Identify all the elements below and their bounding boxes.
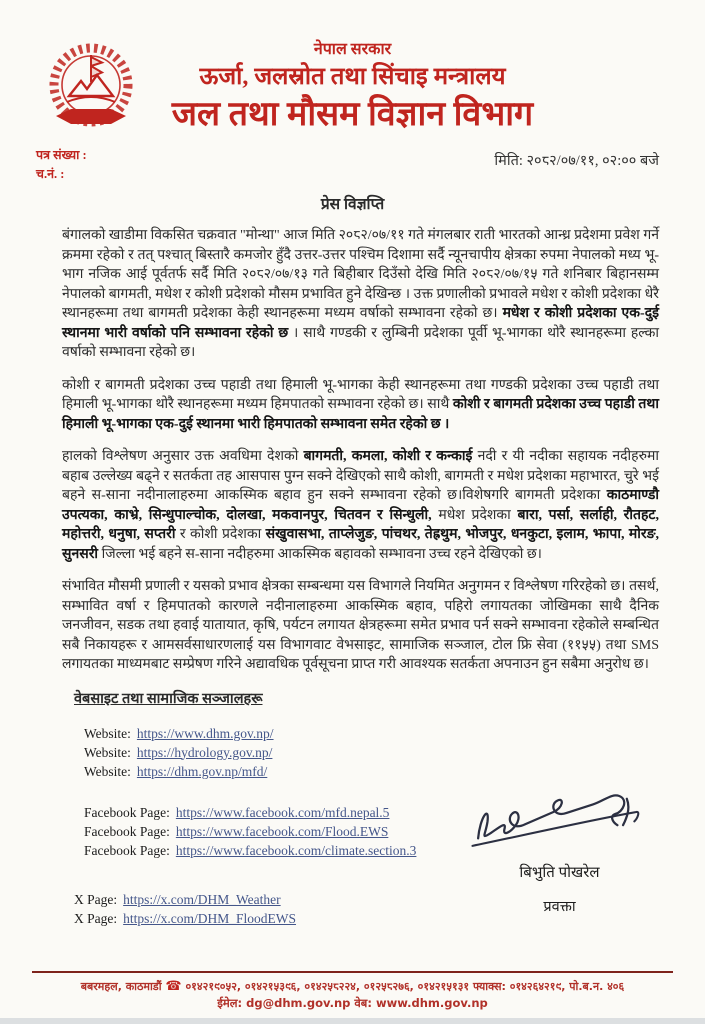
ministry-name: ऊर्जा, जलस्रोत तथा सिंचाइ मन्त्रालय: [199, 64, 506, 90]
footer-address: बबरमहल, काठमाडौं: [80, 980, 162, 993]
government-name: नेपाल सरकार: [313, 41, 392, 58]
footer-contact-line: [32, 979, 673, 995]
spokesperson-title: प्रवक्ता: [543, 899, 576, 915]
signature-block: [442, 780, 677, 916]
website-url-mfd[interactable]: https://dhm.gov.np/mfd/: [136, 763, 268, 779]
facebook-url-flood-ews[interactable]: https://www.facebook.com/Flood.EWS: [175, 823, 389, 839]
x-url-weather[interactable]: https://x.com/DHM_Weather: [123, 891, 281, 907]
website-url-dhm[interactable]: https://www.dhm.gov.np/: [136, 725, 274, 741]
website-label: Website:: [84, 744, 131, 760]
meta-row: [36, 146, 659, 184]
facebook-label: Facebook Page:: [84, 823, 170, 839]
x-label: X Page:: [74, 891, 118, 907]
paragraph-snowfall-forecast: कोशी र बागमती प्रदेशका उच्च पहाडी तथा हिमाली भू-भागका केही स्थानहरूमा तथा गण्डकी प्रदेशका उच्च पहाडी तथा हिमाली भू-भागका थोरै स्थानहरूमा मध्यम हिमपातको सम्भावना रहेको छ। साथै कोशी र बागमती प्रदेशका उच्च पहाडी तथा हिमाली भू-भागका एक-दुई स्थानमा भारी हिमपातको सम्भावना समेत रहेको छ ।: [62, 377, 659, 432]
phone-icon: ☎: [165, 979, 182, 994]
footer-phone-numbers: ०१४२१९०५२, ०१४२१५३९६, ०१४२५८२२४, ०१२५८२७६, ०१४२१५१३१: [185, 980, 470, 993]
reference-labels: [36, 146, 87, 184]
letter-number-label: पत्र संख्या :: [36, 148, 87, 162]
facebook-label: Facebook Page:: [84, 804, 170, 820]
facebook-url-mfd[interactable]: https://www.facebook.com/mfd.nepal.5: [175, 804, 390, 820]
paragraph-cyclone-forecast: बंगालको खाडीमा विकसित चक्रवात "मोन्था" आज मिति २०८२/०७/११ गते मंगलबार राती भारतको आन्ध्र प्रदेशमा प्रवेश गर्ने क्रममा रहेको र तत् पश्चात् बिस्तारै कमजोर हुँदै उत्तर-उत्तर पश्चिम दिशामा सर्दै न्यूनचापीय क्षेत्रका रुपमा नेपालको मध्य भू-भाग नजिक आई पूर्वतर्फ सर्दै मिति २०८२/०७/१३ गते बिहीबार दिउँसो देखि मिति २०८२/०७/१५ गते शनिबार बिहानसम्म नेपालको बागमती, मधेश र कोशी प्रदेशको मौसम प्रभावित हुने देखिन्छ । उक्त प्रणालीको प्रभावले मधेश र कोशी प्रदेशका धेरै स्थानहरूमा तथा बागमती प्रदेशका केही स्थानहरूमा मध्यम वर्षाको सम्भावना रहेको छ। मधेश र कोशी प्रदेशका एक-दुई स्थानमा भारी वर्षाको पनि सम्भावना रहेको छ । साथै गण्डकी र लुम्बिनी प्रदेशका पूर्वी भू-भागका थोरै स्थानहरूमा हल्का वर्षाको सम्भावना रहेको छ।: [62, 228, 660, 360]
nepal-government-emblem-icon: [36, 40, 146, 138]
handwritten-signature: [445, 780, 675, 860]
footer-web-label: वेब:: [354, 996, 372, 1010]
spokesperson-name: बिभुति पोखरेल: [519, 865, 600, 881]
x-label: X Page:: [74, 910, 118, 926]
website-link-row: [84, 762, 659, 781]
dispatch-number-label: च.नं. :: [36, 167, 65, 181]
links-section-heading: वेबसाइट तथा सामाजिक सञ्जालहरू: [74, 690, 263, 707]
facebook-url-climate[interactable]: https://www.facebook.com/climate.section.3: [175, 842, 417, 858]
website-label: Website:: [84, 725, 131, 741]
footer-email: dg@dhm.gov.np: [246, 996, 351, 1010]
date-line: मिति: २०८२/०७/११, ०२:०० बजे: [494, 153, 659, 169]
footer-email-label: ईमेल:: [217, 996, 243, 1010]
page-title: प्रेस विज्ञप्ति: [320, 196, 385, 213]
footer-web: www.dhm.gov.np: [375, 996, 488, 1010]
website-links-group: [84, 724, 659, 781]
department-name: जल तथा मौसम विज्ञान विभाग: [171, 96, 534, 133]
paragraph-river-flow-analysis: हालको विश्लेषण अनुसार उक्त अवधिमा देशको बागमती, कमला, कोशी र कन्काई नदी र यी नदीका सहायक नदीहरुमा बहाब उल्लेख्य बढ्ने र सतर्कता तह आसपास पुग्न सक्ने देखिएको साथै कोशी, बागमती र मधेश प्रदेशका महाभारत, चुरे भई बहने स-साना नदीनालाहरुमा आकस्मिक बहाव हुन सक्ने सम्भावना रहेको छ।विशेषगरि बागमती प्रदेशका काठमाण्डौ उपत्यका, काभ्रे, सिन्धुपाल्चोक, दोलखा, मकवानपुर, चितवन र सिन्धुली, मधेश प्रदेशका बारा, पर्सा, सर्लाही, रौतहट, महोत्तरी, धनुषा, सप्तरी र कोशी प्रदेशका संखुवासभा, ताप्लेजुङ, पांचथर, तेह्रथुम, भोजपुर, धनकुटा, इलाम, झापा, मोरङ, सुनसरी जिल्ला भई बहने स-साना नदीहरुमा आकस्मिक बहावको सम्भावना उच्च रहने देखिएको छ।: [62, 449, 659, 562]
letterhead-footer: [32, 971, 673, 1012]
x-url-flood-ews[interactable]: https://x.com/DHM_FloodEWS: [123, 910, 297, 926]
website-label: Website:: [84, 763, 131, 779]
paragraph-advisory: संभावित मौसमी प्रणाली र यसको प्रभाव क्षेत्रका सम्बन्धमा यस विभागले नियमित अनुगमन र विश्लेषण गरिरहेको छ। तसर्थ, सम्भावित वर्षा र हिमपातको कारणले नदीनालाहरुमा आकस्मिक बहाव, पहिरो लगायतका जोखिमका साथै दैनिक जनजीवन, सडक तथा हवाई यातायात, कृषि, पर्यटन लगायत क्षेत्रहरूमा समेत प्रभाव पर्न सक्ने सम्भावना रहेकोले सम्बन्धित सबै निकायहरू र आमसर्वसाधारणलाई यस विभागवाट वेभसाइट, सामाजिक सञ्जाल, टोल फ्रि सेवा (११५५) तथा SMS लगायतका माध्यमबाट सम्प्रेषण गरिने अद्यावधिक पूर्वसूचना प्राप्त गरी आवश्यक सतर्कता अपनाउन हुन सबैमा अनुरोध छ।: [62, 579, 659, 672]
facebook-label: Facebook Page:: [84, 842, 170, 858]
footer-fax: फ्याक्स: ०१४२६४२१९, पो.ब.न. ४०६: [473, 980, 625, 993]
footer-email-web-line: [32, 995, 673, 1012]
website-url-hydrology[interactable]: https://hydrology.gov.np/: [136, 744, 273, 760]
website-link-row: [84, 724, 659, 743]
website-link-row: [84, 743, 659, 762]
